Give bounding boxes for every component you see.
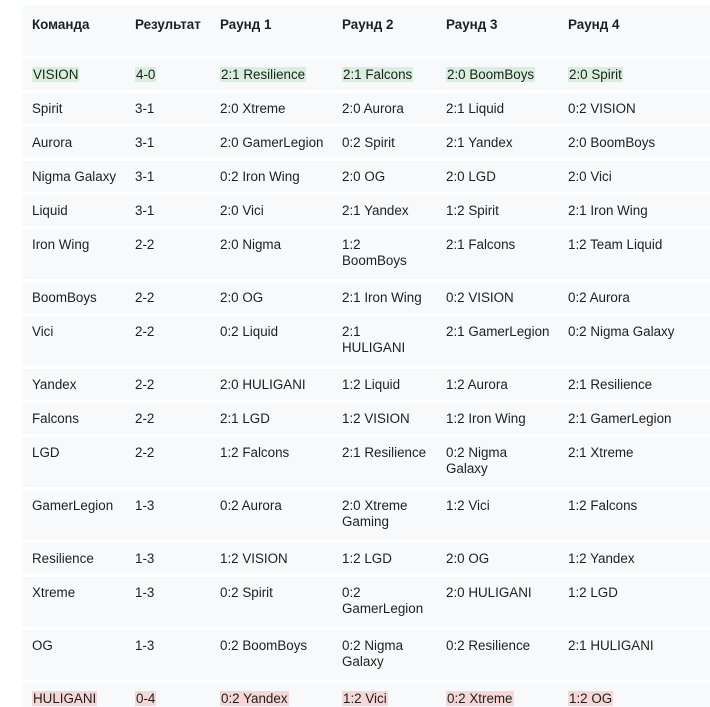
table-row [22, 403, 710, 434]
result-value: 0-4 [136, 691, 156, 706]
round-2-cell [332, 59, 436, 90]
team-cell: Falcons [22, 403, 125, 434]
round-2-cell: 1:2 BoomBoys [332, 229, 436, 279]
team-cell: Iron Wing [22, 229, 125, 279]
round-2-cell: 2:0 Aurora [332, 93, 436, 124]
round-4-cell [558, 59, 710, 90]
table-row [22, 93, 710, 124]
round-3-cell: 2:1 Liquid [436, 93, 558, 124]
round-1-cell: 2:1 LGD [210, 403, 332, 434]
header-round-1: Раунд 1 [210, 6, 332, 56]
table-row [22, 683, 710, 707]
round-4-cell: 1:2 Yandex [558, 543, 710, 574]
round-1-cell: 2:0 Nigma [210, 229, 332, 279]
header-round-2: Раунд 2 [332, 6, 436, 56]
table-row [22, 437, 710, 487]
round-2-cell: 0:2 Nigma Galaxy [332, 630, 436, 680]
round-3-cell: 2:0 HULIGANI [436, 577, 558, 627]
round-2-cell: 2:1 Yandex [332, 195, 436, 226]
team-cell: Resilience [22, 543, 125, 574]
team-cell: Aurora [22, 127, 125, 158]
round-2-cell: 0:2 Spirit [332, 127, 436, 158]
round-3-cell: 1:2 Vici [436, 490, 558, 540]
team-cell: Yandex [22, 369, 125, 400]
round-3-cell: 0:2 VISION [436, 282, 558, 313]
round-4-cell: 2:0 BoomBoys [558, 127, 710, 158]
round-1-cell: 0:2 BoomBoys [210, 630, 332, 680]
round-1-value: 2:1 Resilience [221, 67, 306, 82]
table-row [22, 543, 710, 574]
round-2-cell: 2:1 HULIGANI [332, 316, 436, 366]
round-3-cell: 2:1 GamerLegion [436, 316, 558, 366]
round-4-cell [558, 683, 710, 707]
round-4-cell: 2:1 Resilience [558, 369, 710, 400]
table-row [22, 490, 710, 540]
round-1-cell: 0:2 Spirit [210, 577, 332, 627]
team-cell: Spirit [22, 93, 125, 124]
table-row [22, 195, 710, 226]
round-4-cell: 2:1 HULIGANI [558, 630, 710, 680]
round-4-cell: 0:2 Nigma Galaxy [558, 316, 710, 366]
round-3-value: 0:2 Xtreme [447, 691, 513, 706]
team-name: HULIGANI [33, 691, 97, 706]
header-round-3: Раунд 3 [436, 6, 558, 56]
round-2-cell [332, 683, 436, 707]
round-3-cell [436, 683, 558, 707]
team-cell: GamerLegion [22, 490, 125, 540]
team-cell: LGD [22, 437, 125, 487]
team-cell [22, 683, 125, 707]
round-2-cell: 2:1 Iron Wing [332, 282, 436, 313]
round-2-cell: 1:2 Liquid [332, 369, 436, 400]
round-3-cell: 0:2 Resilience [436, 630, 558, 680]
round-4-cell: 1:2 Falcons [558, 490, 710, 540]
round-4-value: 1:2 OG [569, 691, 613, 706]
round-3-cell: 1:2 Aurora [436, 369, 558, 400]
round-1-cell: 2:0 HULIGANI [210, 369, 332, 400]
round-1-cell: 0:2 Liquid [210, 316, 332, 366]
result-cell [125, 683, 210, 707]
round-4-cell: 1:2 Team Liquid [558, 229, 710, 279]
header-row [22, 6, 710, 56]
result-cell: 2-2 [125, 437, 210, 487]
round-3-cell: 0:2 Nigma Galaxy [436, 437, 558, 487]
result-cell: 1-3 [125, 577, 210, 627]
round-1-cell [210, 59, 332, 90]
round-2-cell: 2:0 Xtreme Gaming [332, 490, 436, 540]
round-3-cell: 1:2 Spirit [436, 195, 558, 226]
result-cell: 2-2 [125, 403, 210, 434]
team-name: VISION [33, 67, 79, 82]
team-cell: Vici [22, 316, 125, 366]
round-1-cell: 2:0 GamerLegion [210, 127, 332, 158]
round-4-cell: 2:1 Iron Wing [558, 195, 710, 226]
round-1-cell: 2:0 Xtreme [210, 93, 332, 124]
round-1-cell: 2:0 OG [210, 282, 332, 313]
header-result: Результат [125, 6, 210, 56]
result-cell: 2-2 [125, 282, 210, 313]
round-1-cell: 0:2 Aurora [210, 490, 332, 540]
round-2-cell: 1:2 VISION [332, 403, 436, 434]
round-2-cell: 0:2 GamerLegion [332, 577, 436, 627]
result-cell: 2-2 [125, 229, 210, 279]
round-3-cell: 2:1 Falcons [436, 229, 558, 279]
table-row [22, 127, 710, 158]
table-row [22, 316, 710, 366]
round-4-cell: 0:2 Aurora [558, 282, 710, 313]
round-1-cell: 1:2 Falcons [210, 437, 332, 487]
team-cell: Liquid [22, 195, 125, 226]
round-3-cell [436, 59, 558, 90]
round-3-cell: 1:2 Iron Wing [436, 403, 558, 434]
standings-table [22, 3, 710, 707]
round-2-value: 2:1 Falcons [343, 67, 413, 82]
round-2-cell: 2:1 Resilience [332, 437, 436, 487]
team-cell: OG [22, 630, 125, 680]
result-cell: 2-2 [125, 369, 210, 400]
round-2-cell: 2:0 OG [332, 161, 436, 192]
table-row [22, 577, 710, 627]
round-4-cell: 2:1 GamerLegion [558, 403, 710, 434]
round-2-value: 1:2 Vici [343, 691, 387, 706]
round-4-cell: 2:0 Vici [558, 161, 710, 192]
result-cell: 1-3 [125, 490, 210, 540]
round-4-cell: 1:2 LGD [558, 577, 710, 627]
table-row [22, 229, 710, 279]
result-cell: 3-1 [125, 161, 210, 192]
header-round-4: Раунд 4 [558, 6, 710, 56]
table-row [22, 59, 710, 90]
round-3-cell: 2:1 Yandex [436, 127, 558, 158]
table-row [22, 630, 710, 680]
result-cell: 3-1 [125, 127, 210, 158]
round-3-cell: 2:0 LGD [436, 161, 558, 192]
round-2-cell: 1:2 LGD [332, 543, 436, 574]
table-row [22, 369, 710, 400]
team-cell [22, 59, 125, 90]
round-4-value: 2:0 Spirit [569, 67, 622, 82]
table-row [22, 161, 710, 192]
round-3-cell: 2:0 OG [436, 543, 558, 574]
result-cell: 1-3 [125, 630, 210, 680]
team-cell: Xtreme [22, 577, 125, 627]
team-cell: BoomBoys [22, 282, 125, 313]
team-cell: Nigma Galaxy [22, 161, 125, 192]
result-value: 4-0 [136, 67, 156, 82]
result-cell: 3-1 [125, 195, 210, 226]
result-cell: 1-3 [125, 543, 210, 574]
table-row [22, 282, 710, 313]
result-cell: 3-1 [125, 93, 210, 124]
round-1-cell: 0:2 Iron Wing [210, 161, 332, 192]
round-1-value: 0:2 Yandex [221, 691, 288, 706]
round-4-cell: 0:2 VISION [558, 93, 710, 124]
result-cell: 2-2 [125, 316, 210, 366]
result-cell [125, 59, 210, 90]
round-1-cell [210, 683, 332, 707]
round-3-value: 2:0 BoomBoys [447, 67, 535, 82]
header-team: Команда [22, 6, 125, 56]
round-1-cell: 1:2 VISION [210, 543, 332, 574]
round-4-cell: 2:1 Xtreme [558, 437, 710, 487]
round-1-cell: 2:0 Vici [210, 195, 332, 226]
